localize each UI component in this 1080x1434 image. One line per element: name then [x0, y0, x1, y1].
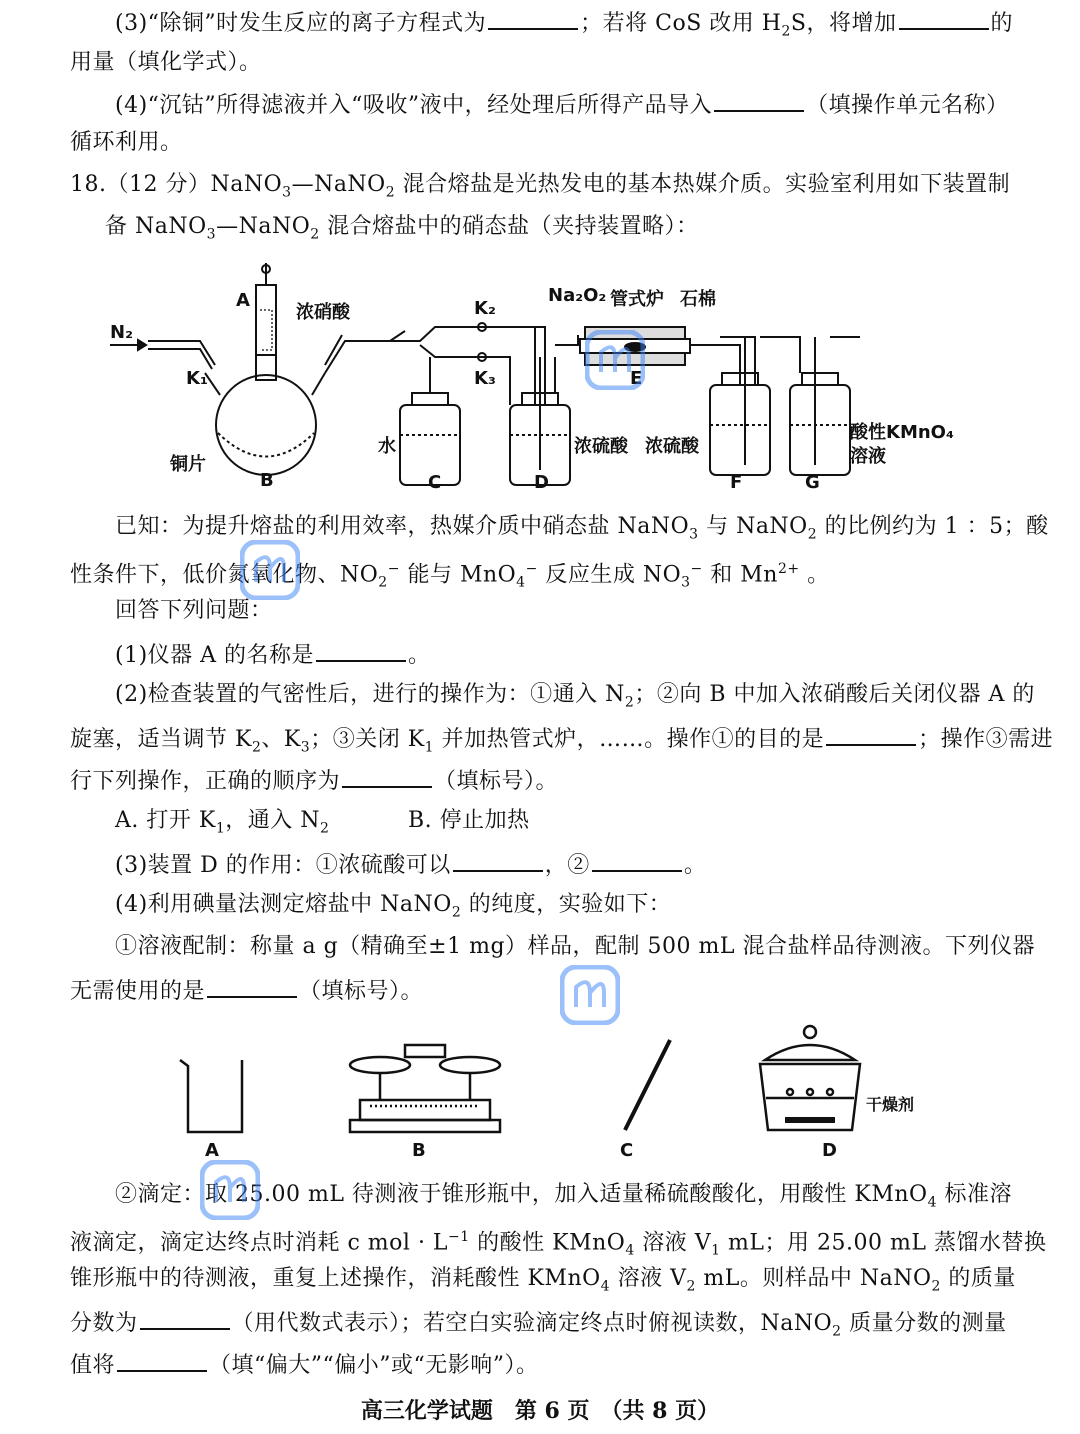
label-conc-nitric: 浓硝酸 — [296, 302, 350, 323]
option-b: B. 停止加热 — [408, 808, 530, 833]
q4-step1: ①溶液配制：称量 a g（精确至±1 mg）样品，配制 500 mL 混合盐样品待测液。下列仪器 — [115, 934, 1035, 959]
label-k3: K₃ — [474, 368, 496, 389]
q4-step1: 无需使用的是 （填标号）。 — [70, 974, 423, 1007]
label-n2: N₂ — [110, 322, 133, 343]
label-e: E — [630, 368, 643, 389]
q17-3-line: (3)“除铜”时发生反应的离子方程式为 ；若将 CoS 改用 $H_2S$，将增加 的 — [115, 6, 1013, 46]
label-b: B — [260, 470, 274, 491]
titration-line: 锥形瓶中的待测液，重复上述操作，消耗酸性 KMnO$_4$ 溶液 $V_2$ mL。则样品中 NaNO$_2$ 的质量 — [70, 1266, 1016, 1295]
balance-icon — [350, 1045, 500, 1132]
watermark-logo-icon — [560, 965, 620, 1025]
label-conc-sulfuric: 浓硫酸 — [574, 436, 628, 457]
blank[interactable] — [826, 722, 916, 746]
watermark-logo-icon — [585, 330, 645, 390]
label-solution: 溶液 — [850, 446, 886, 467]
flask-b — [216, 375, 316, 475]
blank[interactable] — [714, 88, 804, 112]
label-conc-sulfuric-f: 浓硫酸 — [645, 436, 699, 457]
instruments-figure — [170, 1020, 950, 1140]
label-d: D — [534, 472, 549, 493]
blank[interactable] — [592, 848, 682, 872]
blank[interactable] — [140, 1306, 230, 1330]
label-na2o2: Na₂O₂ — [548, 285, 607, 306]
answer-prompt: 回答下列问题： — [115, 598, 273, 623]
label-asbestos: 石棉 — [680, 289, 716, 310]
titration-line: 分数为 （用代数式表示）；若空白实验滴定终点时俯视读数，NaNO$_2$ 质量分数的测量 — [70, 1306, 1007, 1346]
label-k2: K₂ — [474, 298, 496, 319]
label-instrument-d: D — [822, 1140, 837, 1161]
blank[interactable] — [117, 1348, 207, 1372]
watermark-logo-icon — [240, 540, 300, 600]
label-instrument-b: B — [412, 1140, 426, 1161]
label-k1: K₁ — [186, 368, 208, 389]
label-water: 水 — [378, 436, 396, 457]
q2-line: 行下列操作，正确的顺序为 （填标号）。 — [70, 764, 558, 797]
label-c: C — [428, 472, 442, 493]
blank[interactable] — [488, 6, 578, 30]
q18-title: 18.（12 分）NaNO$_3$—NaNO$_2$ 混合熔盐是光热发电的基本热媒介质。实验室利用如下装置制 — [70, 172, 1011, 201]
known-line: 性条件下，低价氮氧化物、$NO_2^-$ 能与 MnO$_4$− 反应生成 $NO_3^-$ 和 $Mn^{2+}$ 。 — [70, 561, 830, 591]
q17-4-line: (4)“沉钴”所得滤液并入“吸收”液中，经处理后所得产品导入 （填操作单元名称） — [115, 88, 1009, 121]
label-g: G — [805, 472, 820, 493]
q3-line: (3)装置 D 的作用：①浓硫酸可以 ，② 。 — [115, 848, 706, 881]
label-instrument-c: C — [620, 1140, 634, 1161]
q4-line: (4)利用碘量法测定熔盐中 NaNO$_2$ 的纯度，实验如下： — [115, 892, 672, 921]
q2-line: 旋塞，适当调节 $K_2$、$K_3$；③关闭 $K_1$ 并加热管式炉，……。操作①的目的是 ；操作③需进 — [70, 722, 1053, 762]
text-line: 备 NaNO$_3$—NaNO$_2$ 混合熔盐中的硝态盐（夹持装置略）： — [105, 214, 699, 243]
label-tube-furnace: 管式炉 — [610, 289, 664, 310]
page-footer: 高三化学试题 第 6 页 （共 8 页） — [360, 1398, 720, 1424]
glass-rod-icon — [625, 1040, 670, 1130]
text-line: 用量（填化学式）。 — [70, 50, 262, 75]
blank[interactable] — [453, 848, 543, 872]
label-instrument-a: A — [205, 1140, 219, 1161]
blank[interactable] — [207, 974, 297, 998]
watermark-logo-icon — [200, 1160, 260, 1220]
label-a: A — [236, 290, 250, 311]
option-a: A. 打开 $K_1$，通入 $N_2$ — [115, 808, 330, 837]
label-kmno4: 酸性KMnO₄ — [850, 422, 954, 443]
q1-line: (1)仪器 A 的名称是 。 — [115, 638, 431, 671]
bottle-g — [790, 385, 850, 475]
apparatus-diagram — [100, 255, 970, 500]
titration-line: 液滴定，滴定达终点时消耗 c mol · $L^{-1}$ 的酸性 KMnO$_4$ 溶液 $V_1$ mL；用 25.00 mL 蒸馏水替换 — [70, 1229, 1047, 1259]
blank[interactable] — [342, 764, 432, 788]
label-copper: 铜片 — [170, 454, 206, 475]
q2-line: (2)检查装置的气密性后，进行的操作为：①通入 $N_2$；②向 B 中加入浓硝酸后关闭仪器 A 的 — [115, 682, 1035, 711]
known-line: 已知：为提升熔盐的利用效率，热媒介质中硝态盐 NaNO$_3$ 与 NaNO$_2$ 的比例约为 1 ：5；酸 — [115, 514, 1049, 543]
label-f: F — [730, 472, 743, 493]
label-desiccant: 干燥剂 — [866, 1095, 915, 1114]
blank[interactable] — [899, 6, 989, 30]
desiccator-icon — [760, 1026, 860, 1130]
titration-line: 值将 （填“偏大”“偏小”或“无影响”）。 — [70, 1348, 539, 1381]
bottle-f — [710, 385, 770, 475]
beaker-icon — [180, 1060, 242, 1132]
titration-line: ②滴定：取 25.00 mL 待测液于锥形瓶中，加入适量稀硫酸酸化，用酸性 KMnO$_4$ 标准溶 — [115, 1182, 1013, 1211]
text-line: 循环利用。 — [70, 130, 183, 155]
blank[interactable] — [316, 638, 406, 662]
